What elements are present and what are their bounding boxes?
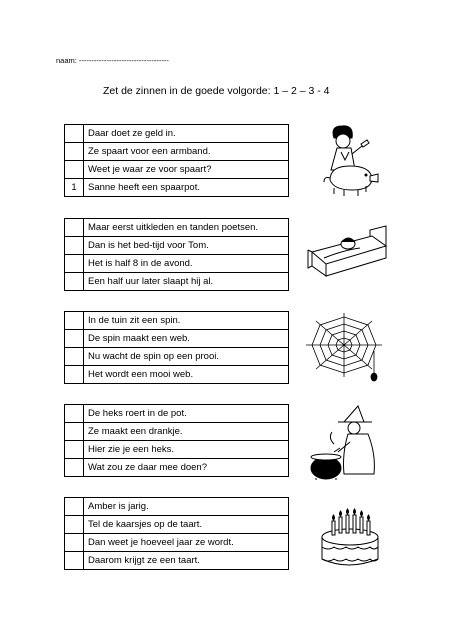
order-number-field[interactable]: [65, 255, 84, 273]
table-row: [65, 441, 289, 459]
table-row: [65, 516, 289, 534]
table-row: [65, 459, 289, 477]
order-number-field[interactable]: [65, 273, 84, 291]
sentence-table: [64, 311, 289, 384]
sentence-text: Dan weet je hoeveel jaar ze wordt.: [84, 534, 289, 552]
witch-with-cauldron-icon: [304, 404, 391, 480]
spider-web-icon: [304, 311, 391, 387]
sentence-text: Daarom krijgt ze een taart.: [84, 552, 289, 570]
instruction: Zet de zinnen in de goede volgorde: 1 – 2 – 3 - 4: [103, 85, 330, 97]
sentence-text: Het is half 8 in de avond.: [84, 255, 289, 273]
table-row: [65, 143, 289, 161]
sentence-text: Het wordt een mooi web.: [84, 366, 289, 384]
order-number-field[interactable]: [65, 219, 84, 237]
order-number-field[interactable]: [65, 516, 84, 534]
table-row: [65, 405, 289, 423]
birthday-cake-icon: [304, 497, 391, 573]
sentence-text: Ze spaart voor een armband.: [84, 143, 289, 161]
sentence-text: De heks roert in de pot.: [84, 405, 289, 423]
order-number-field[interactable]: [65, 498, 84, 516]
table-row: [65, 534, 289, 552]
sentence-text: Tel de kaarsjes op de taart.: [84, 516, 289, 534]
order-number-field[interactable]: [65, 143, 84, 161]
order-number-field[interactable]: [65, 441, 84, 459]
order-number-field[interactable]: [65, 237, 84, 255]
table-row: [65, 179, 289, 197]
sentence-table: [64, 497, 289, 570]
table-row: [65, 125, 289, 143]
girl-with-piggy-bank-icon: [304, 124, 391, 200]
order-number-field[interactable]: [65, 459, 84, 477]
child-in-bed-icon: [304, 218, 391, 294]
sentence-text: Hier zie je een heks.: [84, 441, 289, 459]
sentence-text: Een half uur later slaapt hij al.: [84, 273, 289, 291]
table-row: [65, 348, 289, 366]
table-row: [65, 366, 289, 384]
sentence-text: Amber is jarig.: [84, 498, 289, 516]
sentence-text: In de tuin zit een spin.: [84, 312, 289, 330]
sentence-text: Ze maakt een drankje.: [84, 423, 289, 441]
order-number-field[interactable]: [65, 534, 84, 552]
table-row: [65, 161, 289, 179]
table-row: [65, 498, 289, 516]
sentence-text: Nu wacht de spin op een prooi.: [84, 348, 289, 366]
order-number-field[interactable]: [65, 312, 84, 330]
sentence-text: Weet je waar ze voor spaart?: [84, 161, 289, 179]
order-number-field[interactable]: [65, 330, 84, 348]
sentence-text: Wat zou ze daar mee doen?: [84, 459, 289, 477]
table-row: [65, 237, 289, 255]
order-number-field[interactable]: 1: [65, 179, 84, 197]
order-number-field[interactable]: [65, 552, 84, 570]
sentence-table: [64, 404, 289, 477]
order-number-field[interactable]: [65, 348, 84, 366]
table-row: [65, 255, 289, 273]
order-number-field[interactable]: [65, 125, 84, 143]
sentence-table: [64, 218, 289, 291]
table-row: [65, 273, 289, 291]
order-number-field[interactable]: [65, 423, 84, 441]
table-row: [65, 552, 289, 570]
name-line: naam: ------------------------------------: [56, 56, 169, 65]
table-row: [65, 219, 289, 237]
sentence-table: [64, 124, 289, 197]
sentence-text: Daar doet ze geld in.: [84, 125, 289, 143]
sentence-text: Dan is het bed-tijd voor Tom.: [84, 237, 289, 255]
table-row: [65, 423, 289, 441]
order-number-field[interactable]: [65, 366, 84, 384]
order-number-field[interactable]: [65, 161, 84, 179]
sentence-text: Maar eerst uitkleden en tanden poetsen.: [84, 219, 289, 237]
sentence-text: De spin maakt een web.: [84, 330, 289, 348]
table-row: [65, 312, 289, 330]
table-row: [65, 330, 289, 348]
order-number-field[interactable]: [65, 405, 84, 423]
sentence-text: Sanne heeft een spaarpot.: [84, 179, 289, 197]
